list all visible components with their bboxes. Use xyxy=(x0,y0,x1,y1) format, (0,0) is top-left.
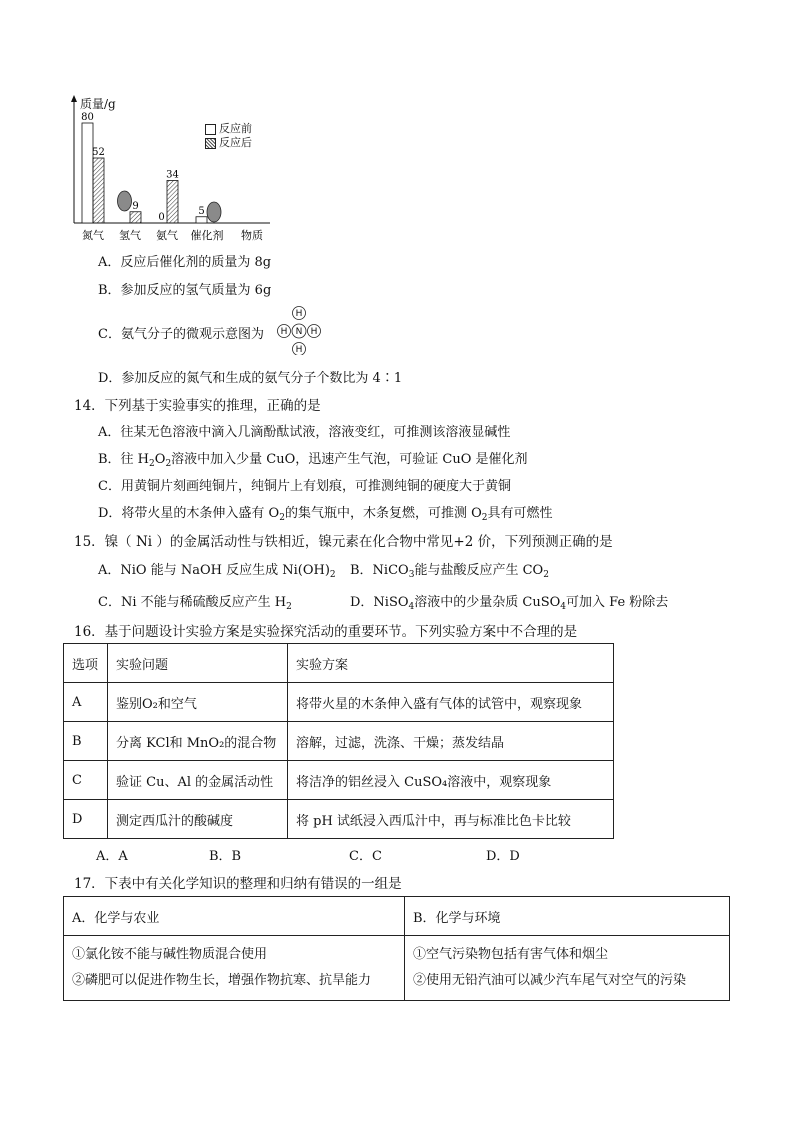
covered-value-blob xyxy=(118,191,132,211)
bar-value-label: 52 xyxy=(92,147,105,158)
category-label: 氢气 xyxy=(119,229,141,242)
table-cell: 溶解，过滤，洗涤、干燥；蒸发结晶 xyxy=(288,722,614,761)
q16-choice-b: B．B xyxy=(209,849,242,864)
bar-value-label: 9 xyxy=(132,200,139,212)
q14-stem: 14．下列基于实验事实的推理，正确的是 xyxy=(74,398,321,414)
category-label: 催化剂 xyxy=(190,229,224,242)
bar-chart xyxy=(60,90,300,245)
legend-item-before: 反应前 xyxy=(205,122,252,136)
table-cell: 分离 KCl和 MnO₂的混合物 xyxy=(108,722,288,761)
table-row xyxy=(64,936,730,1001)
table-cell: B xyxy=(64,722,108,761)
chart-ylabel: 质量/g xyxy=(80,97,116,111)
table-cell: 将带火星的木条伸入盛有气体的试管中，观察现象 xyxy=(288,683,614,722)
table-cell: 将洁净的铝丝浸入 CuSO₄溶液中，观察现象 xyxy=(288,761,614,800)
bar-before xyxy=(82,123,93,223)
q15-option-b: B．NiCO$_3$能与盐酸反应产生 $CO_2$ xyxy=(350,563,549,580)
q15-option-a: A．NiO 能与 NaOH 反应生成 $Ni(OH)_2$ xyxy=(98,563,336,580)
table-row xyxy=(64,683,614,722)
q13-option-d: D．参加反应的氮气和生成的氨气分子个数比为 4∶1 xyxy=(98,371,403,386)
svg-text:H: H xyxy=(310,327,318,337)
q15-stem: 15．镍（ Ni ）的金属活动性与铁相近，镍元素在化合物中常见+2 价，下列预测正确的是 xyxy=(74,534,613,550)
q15-option-d: D．NiSO$_4$溶液中的少量杂质 CuSO$_4$可加入 Fe 粉除去 xyxy=(350,595,669,612)
q15-option-c: C．Ni 不能与稀硫酸反应产生 $H_2$ xyxy=(98,595,292,612)
bar-after xyxy=(130,212,141,223)
table-cell: 鉴别O₂和空气 xyxy=(108,683,288,722)
q16-stem: 16．基于问题设计实验方案是实验探究活动的重要环节。下列实验方案中不合理的是 xyxy=(74,624,578,640)
table-cell: 将 pH 试纸浸入西瓜汁中，再与标准比色卡比较 xyxy=(288,800,614,839)
table-header-row xyxy=(64,897,730,936)
q16-choice-d: D．D xyxy=(486,849,520,864)
table-cell: C xyxy=(64,761,108,800)
bar-value-label: 0 xyxy=(158,212,165,223)
column-a-title: A．化学与农业 xyxy=(64,897,405,936)
q16-table xyxy=(63,643,614,839)
svg-text:N: N xyxy=(295,327,303,337)
bar-after xyxy=(167,181,178,224)
table-row xyxy=(64,800,614,839)
table-cell: 验证 Cu、Al 的金属活动性 xyxy=(108,761,288,800)
y-axis-arrow xyxy=(71,95,77,102)
category-label: 氮气 xyxy=(82,229,104,242)
table-row xyxy=(64,722,614,761)
legend-item-after: 反应后 xyxy=(205,136,252,150)
bar-before xyxy=(196,217,207,223)
category-label: 氨气 xyxy=(156,229,178,242)
bar-after xyxy=(93,158,104,223)
table-cell: 测定西瓜汁的酸碱度 xyxy=(108,800,288,839)
q17-stem: 17．下表中有关化学知识的整理和归纳有错误的一组是 xyxy=(74,876,402,892)
table-header-row xyxy=(64,644,614,683)
chart-legend xyxy=(205,122,252,150)
q16-choice-a: A．A xyxy=(96,849,128,864)
x-axis-label: 物质 xyxy=(241,229,263,242)
header-cell: 实验问题 xyxy=(108,644,288,683)
q14-option-d: D．将带火星的木条伸入盛有 $O_2$的集气瓶中，木条复燃，可推测 $O_2$具有可燃性 xyxy=(98,506,553,523)
column-b-title: B．化学与环境 xyxy=(405,897,730,936)
table-cell: ①氯化铵不能与碱性物质混合使用 ②磷肥可以促进作物生长，增强作物抗寒、抗旱能力 xyxy=(64,936,405,1001)
q13-option-c: C．氨气分子的微观示意图为 xyxy=(98,327,264,342)
header-cell: 选项 xyxy=(64,644,108,683)
svg-text:H: H xyxy=(295,345,303,355)
table-cell: A xyxy=(64,683,108,722)
q17-table xyxy=(63,896,730,1001)
q14-option-c: C．用黄铜片刻画纯铜片，纯铜片上有划痕，可推测纯铜的硬度大于黄铜 xyxy=(98,479,511,494)
bar-value-label: 34 xyxy=(166,169,179,181)
q16-choice-c: C．C xyxy=(349,849,382,864)
ammonia-molecule-diagram xyxy=(274,305,330,355)
q13-option-b: B．参加反应的氢气质量为 6g xyxy=(98,283,272,298)
q14-option-a: A．往某无色溶液中滴入几滴酚酞试液，溶液变红，可推测该溶液显碱性 xyxy=(98,425,511,440)
header-cell: 实验方案 xyxy=(288,644,614,683)
svg-text:H: H xyxy=(295,309,303,319)
q13-option-a: A．反应后催化剂的质量为 8g xyxy=(98,255,272,270)
table-cell: ①空气污染物包括有害气体和烟尘 ②使用无铅汽油可以减少汽车尾气对空气的污染 xyxy=(405,936,730,1001)
table-row xyxy=(64,761,614,800)
bar-value-label: 5 xyxy=(198,205,205,217)
table-cell: D xyxy=(64,800,108,839)
q14-option-b: B．往 $H_2O_2$溶液中加入少量 CuO，迅速产生气泡，可验证 CuO 是催化剂 xyxy=(98,452,528,469)
svg-text:H: H xyxy=(280,327,288,337)
bar-value-label: 80 xyxy=(81,112,94,123)
covered-value-blob xyxy=(207,202,221,222)
